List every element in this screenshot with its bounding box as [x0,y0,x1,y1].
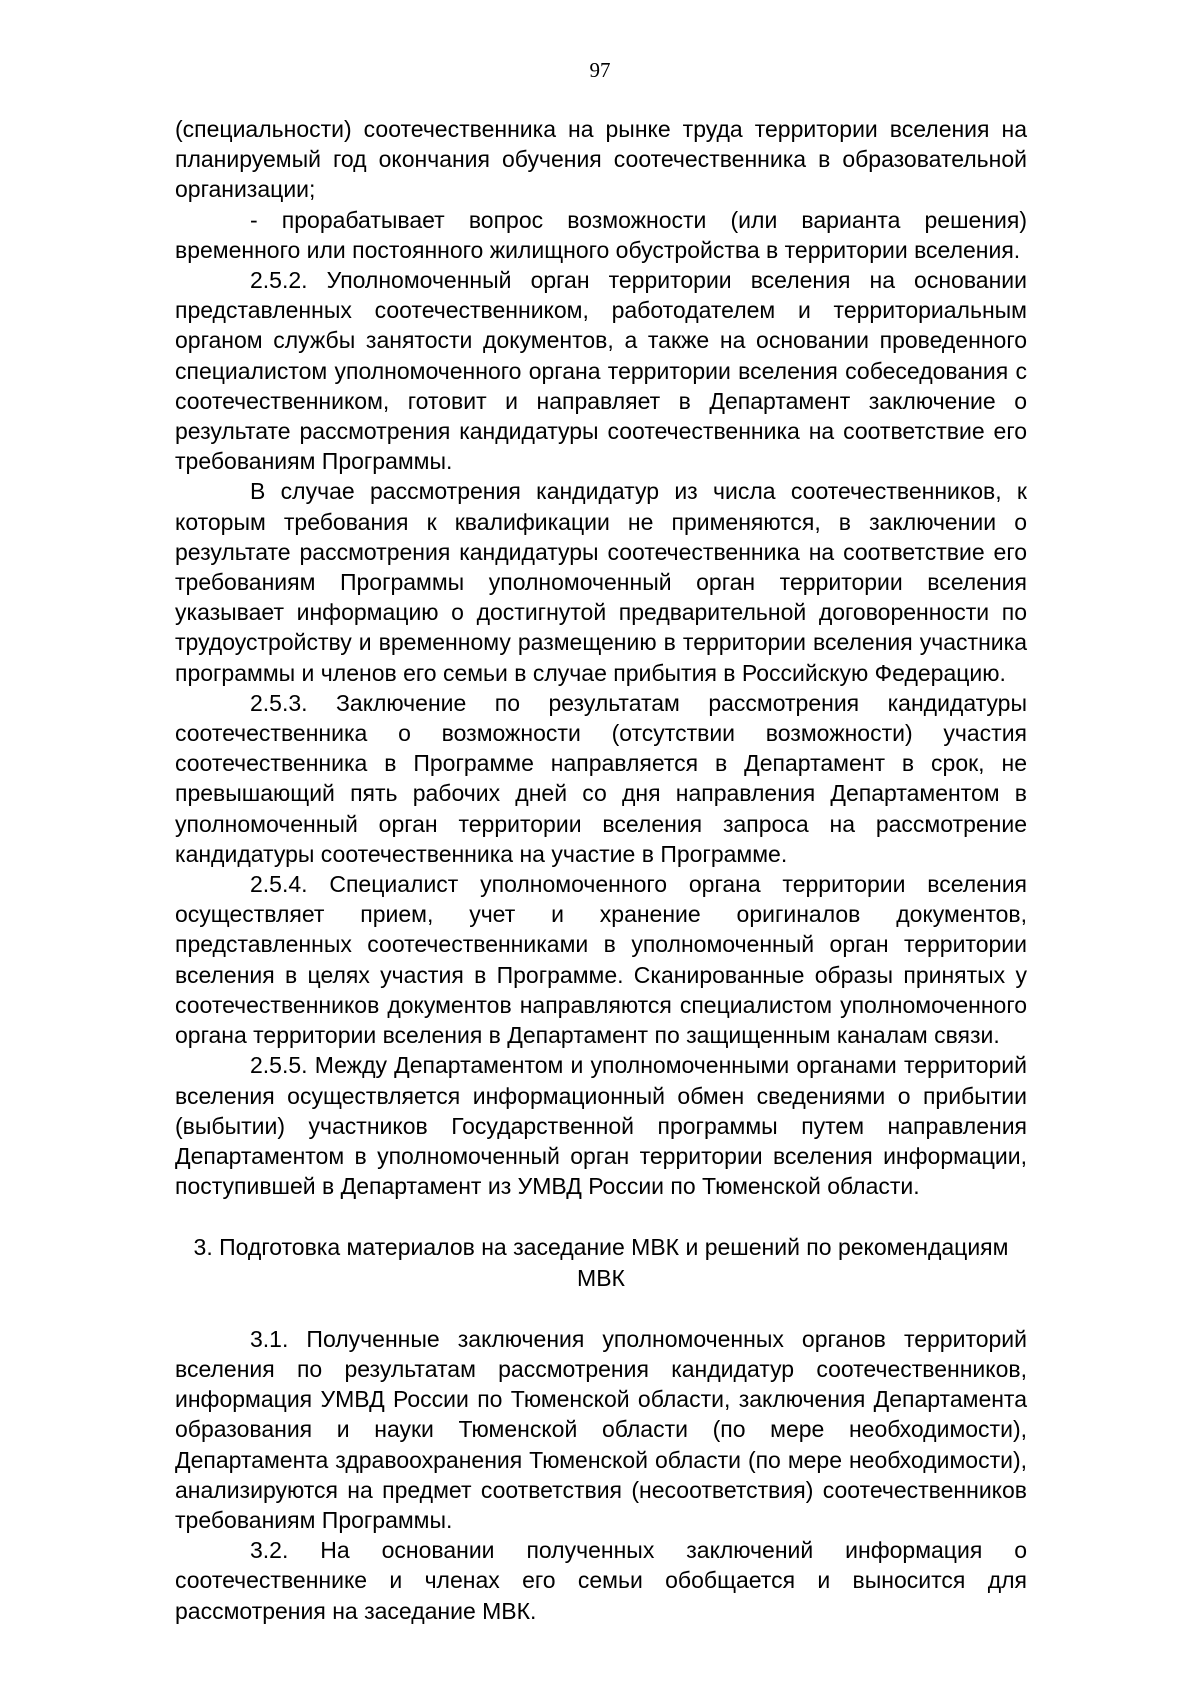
page-number: 97 [589,58,611,82]
paragraph-3-2: 3.2. На основании полученных заключений информация о соотечественнике и членах его семьи обобщается и выносится для рассмотрения на заседание МВК. [175,1537,1027,1624]
paragraph-2-5-5: 2.5.5. Между Департаментом и уполномоченными органами территорий вселения осуществляется информационный обмен сведениями о прибытии (выбытии) участников Государственной программы путем направления Департаментом в уполномоченный орган территории вселения информации, поступившей в Департамент из УМВД России по Тюменской области. [175,1052,1027,1200]
paragraph-continuation: (специальности) соотечественника на рынке труда территории вселения на планируемый год окончания обучения соотечественника в образовательной организации; [175,116,1027,203]
paragraph-2-5-4: 2.5.4. Специалист уполномоченного органа территории вселения осуществляет прием, учет и хранение оригиналов документов, представленных соотечественниками в уполномоченный орган территории вселения в целях участия в Программе. Сканированные образы принятых у соотечественников документов направляются специалистом уполномоченного органа территории вселения в Департамент по защищенным каналам связи. [175,871,1027,1049]
section-heading: 3. Подготовка материалов на заседание МВК и решений по рекомендациям МВК [193,1234,1009,1291]
paragraph-2-5-2: 2.5.2. Уполномоченный орган территории вселения на основании представленных соотечественником, работодателем и территориальным органом службы занятости документов, а также на основании проведенного специалистом уполномоченного органа территории вселения собеседования с соотечественником, готовит и направляет в Департамент заключение о результате рассмотрения кандидатуры соотечественника на соответствие его требованиям Программы. [175,267,1027,475]
paragraph-list-item: - прорабатывает вопрос возможности (или варианта решения) временного или постоянного жилищного обустройства в территории вселения. [175,206,1027,263]
document-body [175,114,1027,1626]
paragraph-qualification-note: В случае рассмотрения кандидатур из числа соотечественников, к которым требования к квалификации не применяются, в заключении о результате рассмотрения кандидатуры соотечественника на соответствие его требованиям Программы уполномоченный орган территории вселения указывает информацию о достигнутой предварительной договоренности по трудоустройству и временному размещению в территории вселения участника программы и членов его семьи в случае прибытия в Российскую Федерацию. [175,478,1027,686]
paragraph-3-1: 3.1. Полученные заключения уполномоченных органов территорий вселения по результатам рассмотрения кандидатур соотечественников, информация УМВД России по Тюменской области, заключения Департамента образования и науки Тюменской области (по мере необходимости), Департамента здравоохранения Тюменской области (по мере необходимости), анализируются на предмет соответствия (несоответствия) соотечественников требованиям Программы. [175,1325,1027,1533]
paragraph-2-5-3: 2.5.3. Заключение по результатам рассмотрения кандидатуры соотечественника о возможности (отсутствии возможности) участия соотечественника в Программе направляется в Департамент в срок, не превышающий пять рабочих дней со дня направления Департаментом в уполномоченный орган территории вселения запроса на рассмотрение кандидатуры соотечественника на участие в Программе. [175,689,1027,867]
